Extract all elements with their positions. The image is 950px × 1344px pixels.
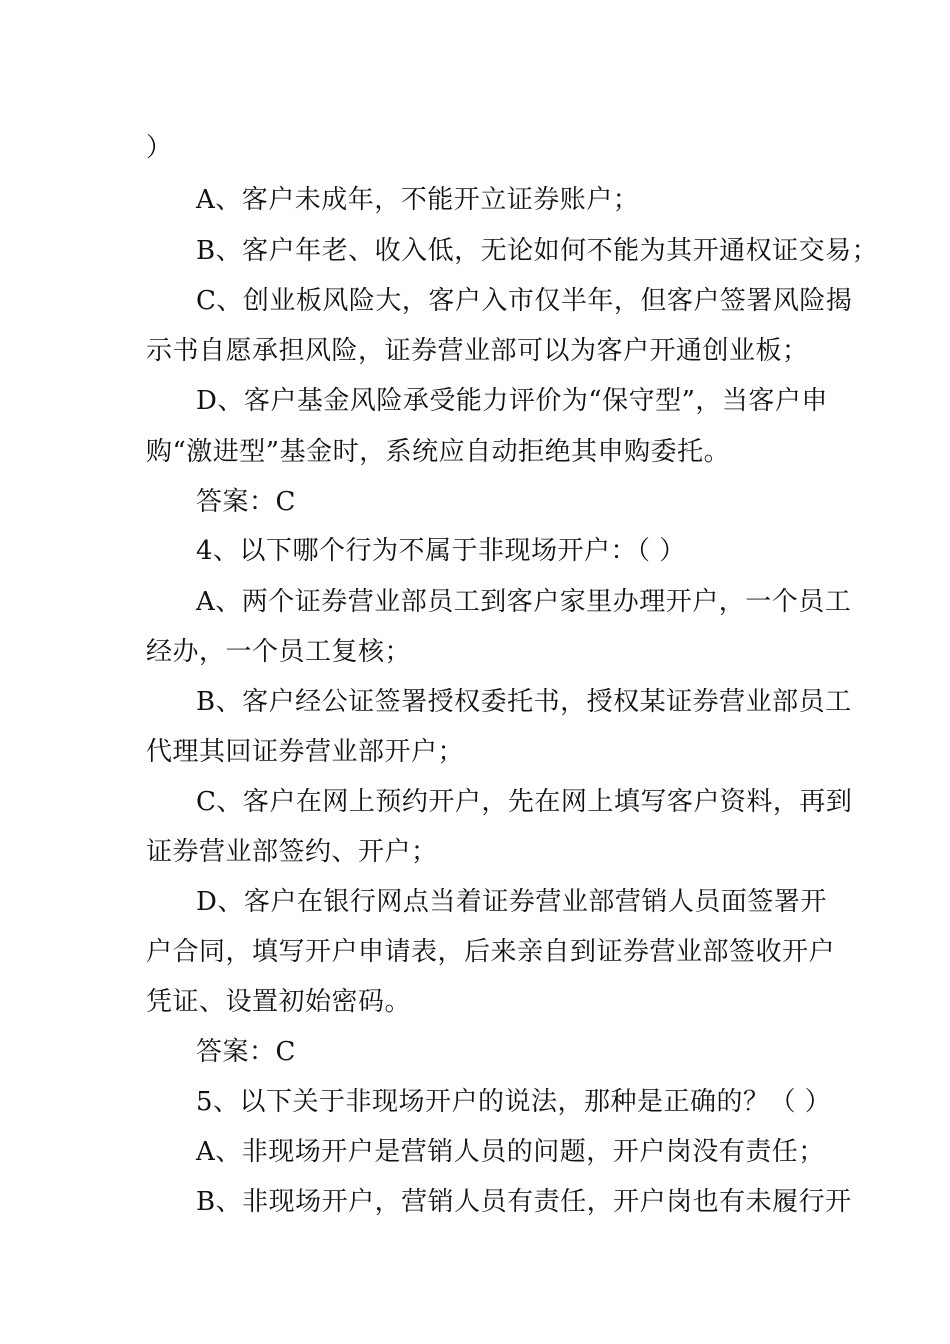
text-line: 证券营业部签约、开户；: [146, 837, 438, 867]
text-line: C、客户在网上预约开户，先在网上填写客户资料，再到: [196, 787, 853, 817]
text-line: 户合同，填写开户申请表，后来亲自到证券营业部签收开户: [146, 937, 836, 967]
text-line: A、客户未成年，不能开立证券账户；: [196, 185, 640, 215]
text-line: B、非现场开户，营销人员有责任，开户岗也有未履行开: [196, 1187, 852, 1217]
text-line: C、创业板风险大，客户入市仅半年，但客户签署风险揭: [196, 286, 853, 316]
answer-line: 答案：C: [196, 1037, 296, 1067]
text-line: 示书自愿承担风险，证券营业部可以为客户开通创业板；: [146, 336, 809, 366]
text-line: 购“激进型”基金时，系统应自动拒绝其申购委托。: [146, 437, 731, 467]
question-line: 4、以下哪个行为不属于非现场开户：（ ）: [196, 536, 686, 566]
text-line: A、非现场开户是营销人员的问题，开户岗没有责任；: [196, 1137, 825, 1167]
text-line: D、客户基金风险承受能力评价为“保守型”，当客户申: [196, 386, 828, 416]
text-line: B、客户年老、收入低，无论如何不能为其开通权证交易；: [196, 236, 879, 266]
text-line: A、两个证券营业部员工到客户家里办理开户，一个员工: [196, 587, 852, 617]
text-line: B、客户经公证签署授权委托书，授权某证券营业部员工: [196, 687, 852, 717]
text-line: ）: [146, 133, 173, 163]
answer-line: 答案：C: [196, 487, 296, 517]
text-line: 凭证、设置初始密码。: [146, 987, 412, 1017]
text-line: 代理其回证券营业部开户；: [146, 737, 465, 767]
question-line: 5、以下关于非现场开户的说法，那种是正确的？（ ）: [196, 1087, 832, 1117]
text-line: 经办，一个员工复核；: [146, 637, 412, 667]
text-line: D、客户在银行网点当着证券营业部营销人员面签署开: [196, 887, 827, 917]
